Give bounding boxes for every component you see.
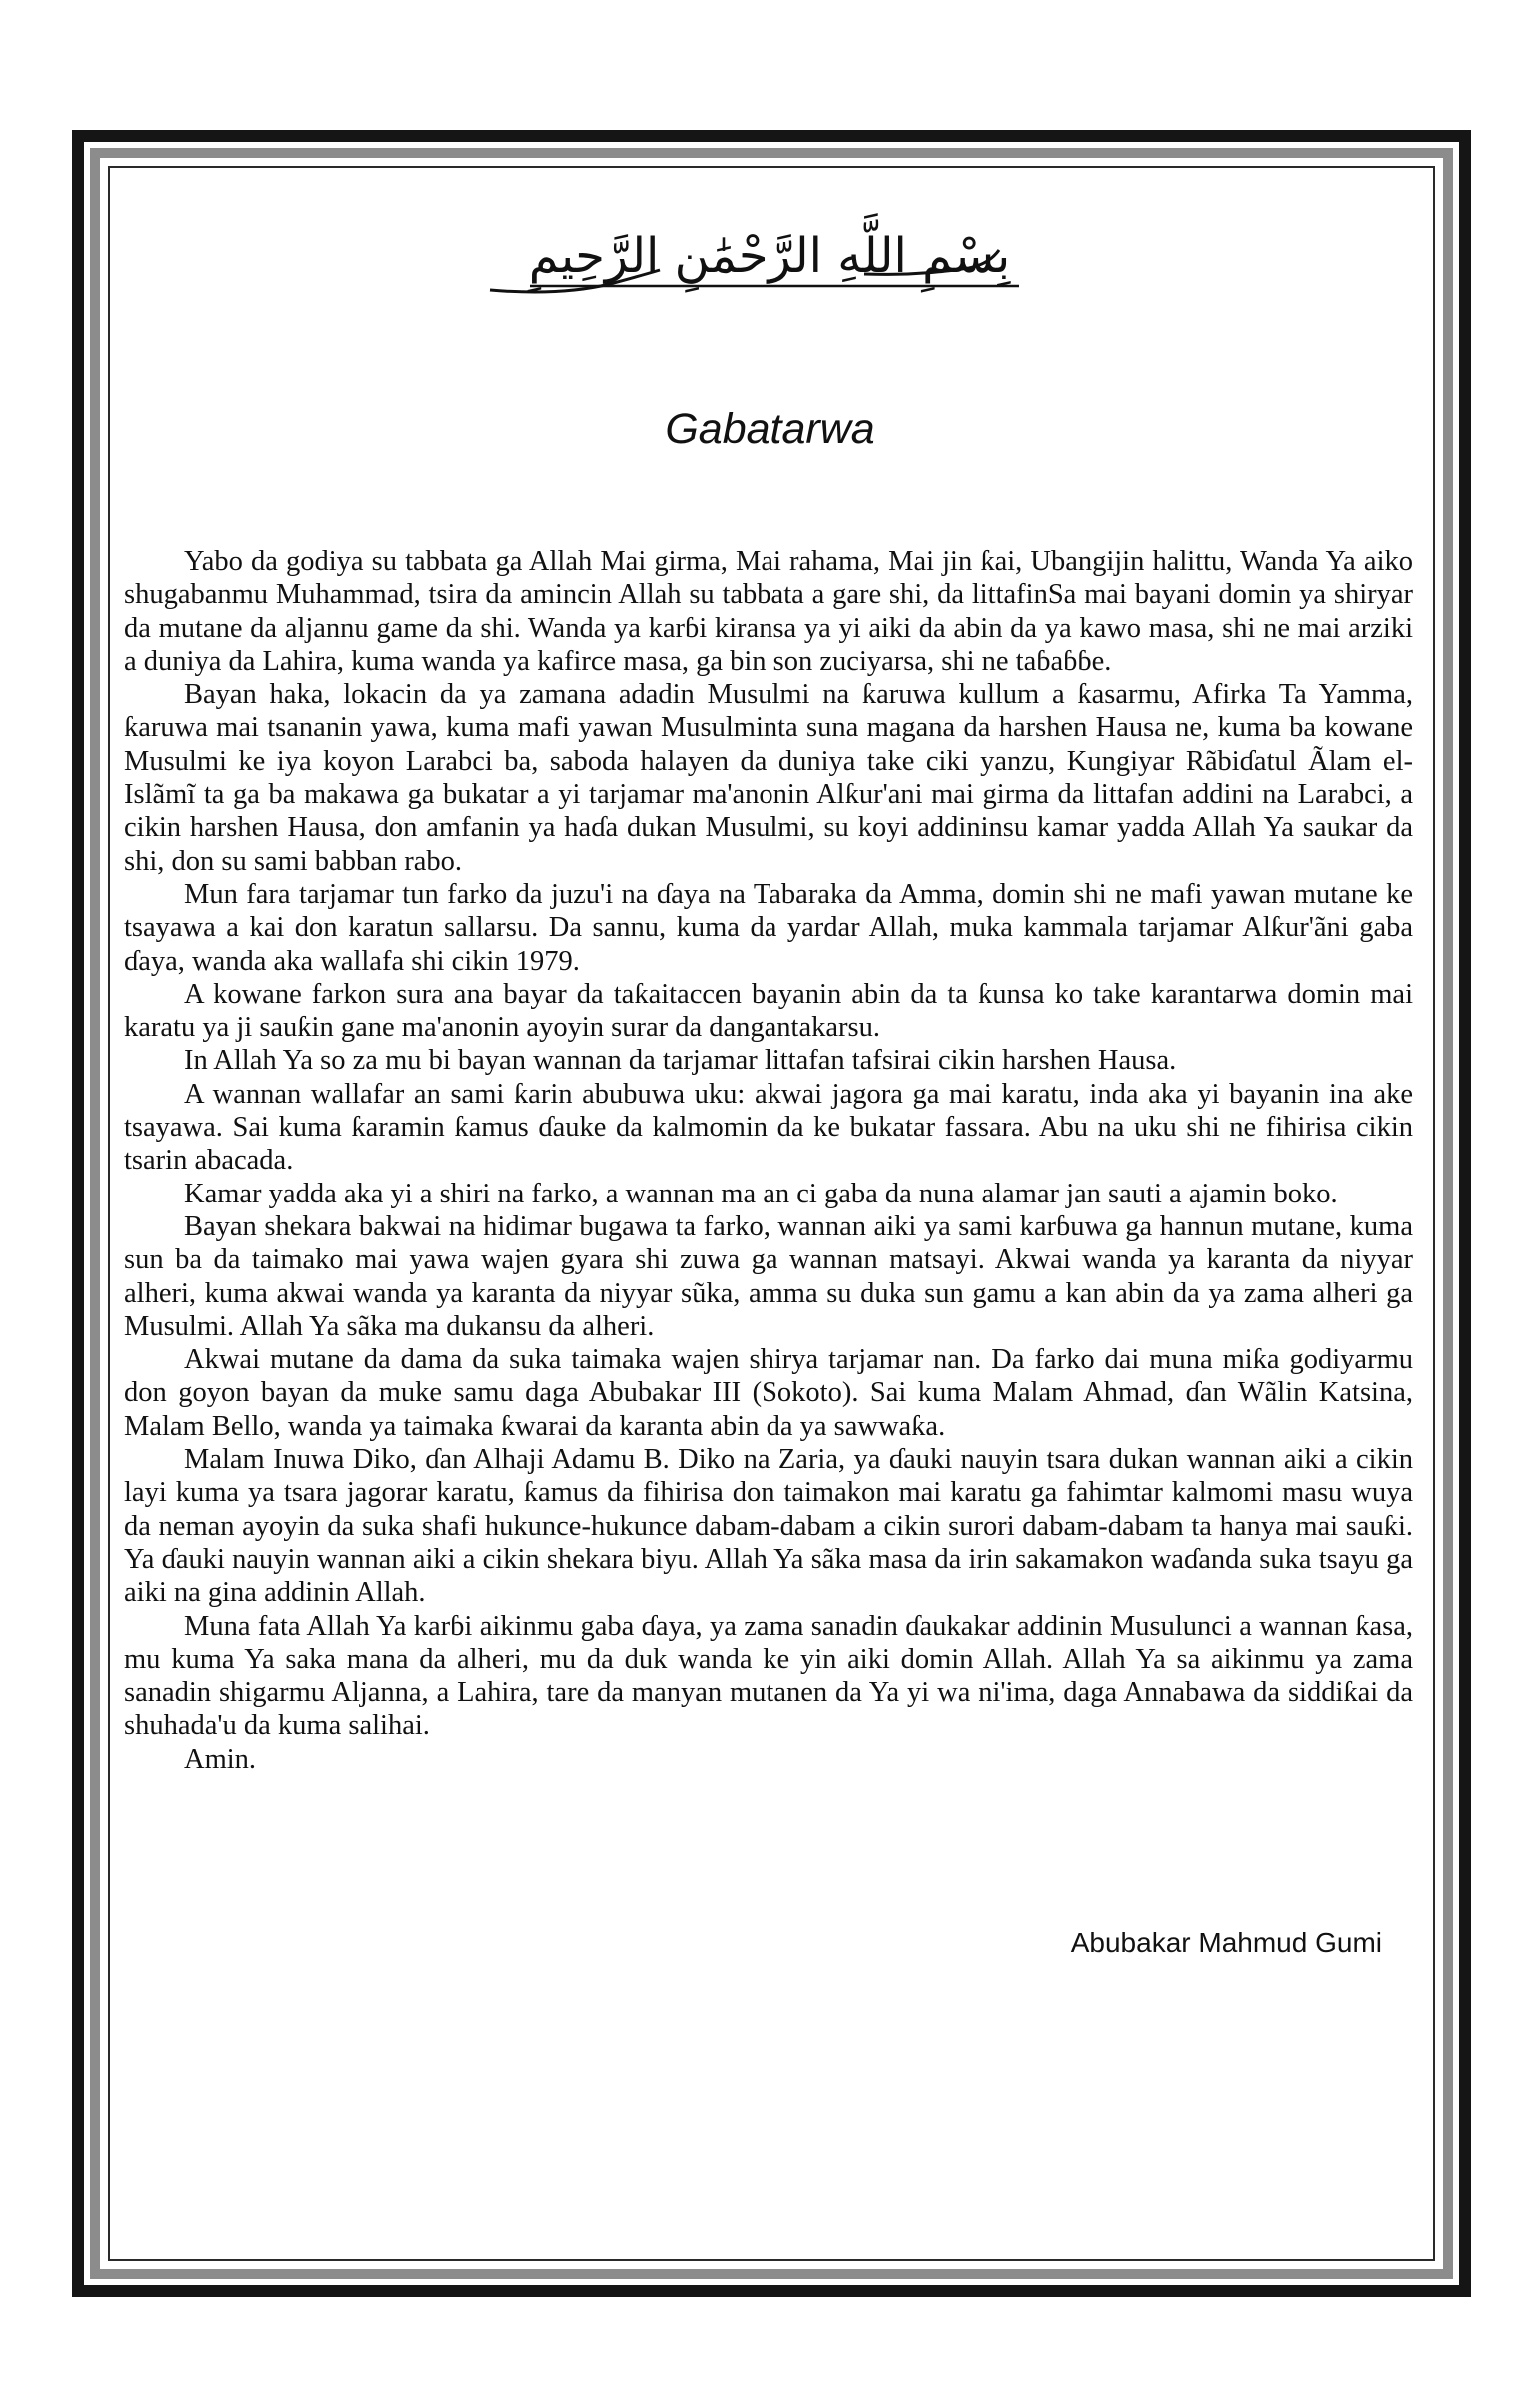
paragraph: A kowane farkon sura ana bayar da taƙaitaccen bayanin abin da ta ƙunsa ko take karantarwa domin mai karatu ya ji sauƙin gane ma'anonin ayoyin surar da dangantakarsu. [124,978,1413,1044]
body-text [124,545,1413,1776]
paragraph: Bayan haka, lokacin da ya zamana adadin Musulmi na ƙaruwa kullum a ƙasarmu, Afirka Ta Yamma, ƙaruwa mai tsananin yawa, kuma mafi yawan Musulminta suna magana da harshen Hausa ne, kuma ba kowane Musulmi ke iya koyon Larabci ba, saboda halayen da duniya take ciki yanzu, Kungiyar Rãbiɗatul Ãlam el-Islãmĩ ta ga ba makawa ga bukatar a yi tarjamar ma'anonin Alƙur'ani mai girma da littafan addini na Larabci, a cikin harshen Hausa, don amfanin ya haɗa dukan Musulmi, su koyi addininsu kamar yadda Allah Ya saukar da shi, don su sami babban rabo. [124,679,1413,877]
basmala-calligraphy [470,200,1069,310]
paragraph: Akwai mutane da dama da suka taimaka wajen shirya tarjamar nan. Da farko dai muna miƙa godiyarmu don goyon bayan da muke samu daga Abubakar III (Sokoto). Sai kuma Malam Ahmad, ɗan Wãlin Katsina, Malam Bello, wanda ya taimaka ƙwarai da karanta abin da ya sawwaƙa. [124,1344,1413,1442]
paragraph: Yabo da godiya su tabbata ga Allah Mai girma, Mai rahama, Mai jin ƙai, Ubangijin halittu, Wanda Ya aiko shugabanmu Muhammad, tsira da amincin Allah su tabbata a gare shi, da littafinSa mai bayani domin ya shiryar da mutane da aljannu game da shi. Wanda ya karɓi kiransa ya yi aiki da abin da ya kawo masa, shi ne mai arziki a duniya da Lahira, kuma wanda ya kafirce masa, ga bin son zuciyarsa, shi ne taɓaɓɓe. [124,546,1413,677]
basmala-text: بِسْمِ اللَّهِ الرَّحْمَٰنِ الرَّحِيمِ [528,228,1011,284]
paragraph: In Allah Ya so za mu bi bayan wannan da tarjamar littafan tafsirai cikin harshen Hausa. [184,1045,1177,1077]
paragraph: Bayan shekara bakwai na hidimar bugawa ta farko, wannan aiki ya sami karɓuwa ga hannun mutane, kuma sun ba da taimako mai yawa wajen gyara shi zuwa ga wannan matsayi. Akwai wanda ya karanta da niyyar alheri, kuma akwai wanda ya karanta da niyyar sũka, amma su duka sun gamu a kan abin da ya zama alheri ga Musulmi. Allah Ya sãka ma dukansu da alheri. [124,1210,1413,1342]
paragraph: Mun fara tarjamar tun farko da juzu'i na ɗaya na Tabaraka da Amma, domin shi ne mafi yawan mutane ke tsayawa a kai don karatun sallarsu. Da sannu, kuma da yardar Allah, muka kammala tarjamar Alƙur'ãni gaba ɗaya, wanda aka wallafa shi cikin 1979. [124,878,1413,977]
page-title: Gabatarwa [665,405,875,453]
paragraph: A wannan wallafar an sami ƙarin abubuwa uku: akwai jagora ga mai karatu, inda aka yi bayanin ina ake tsayawa. Sai kuma ƙaramin ƙamus ɗauke da kalmomin da ke bukatar fassara. Abu na uku shi ne fihirisa cikin tsarin abacada. [124,1078,1413,1177]
author-signature: Abubakar Mahmud Gumi [1070,1927,1382,1958]
paragraph: Muna fata Allah Ya karɓi aikinmu gaba ɗaya, ya zama sanadin ɗaukakar addinin Musulunci a wannan ƙasa, mu kuma Ya saka mana da alheri, mu da duk wanda ke yin aiki domin Allah. Allah Ya sa aikinmu ya zama sanadin shigarmu Aljanna, a Lahira, tare da manyan mutanen da Ya yi wa ni'ima, daga Annabawa da siddiƙai da shuhada'u da kuma salihai. [124,1610,1413,1742]
paragraph: Kamar yadda aka yi a shiri na farko, a wannan ma an ci gaba da nuna alamar jan sauti a ajamin boko. [184,1178,1338,1209]
paragraph: Malam Inuwa Diko, ɗan Alhaji Adamu B. Diko na Zaria, ya ɗauki nauyin tsara dukan wannan aiki a cikin layi kuma ya tsara jagorar karatu, ƙamus da fihirisa don taimakon mai karatu ga fahimtar kalmomi masu wuya da neman ayoyin da suka shafi hukunce-hukunce dabam-dabam a cikin surori dabam-dabam ta hanya mai sauƙi. Ya ɗauki nauyin wannan aiki a cikin shekara biyu. Allah Ya sãka masa da irin sakamakon waɗanda suka tsayu ga aiki na gina addinin Allah. [124,1444,1413,1609]
paragraph: Amin. [184,1743,257,1775]
